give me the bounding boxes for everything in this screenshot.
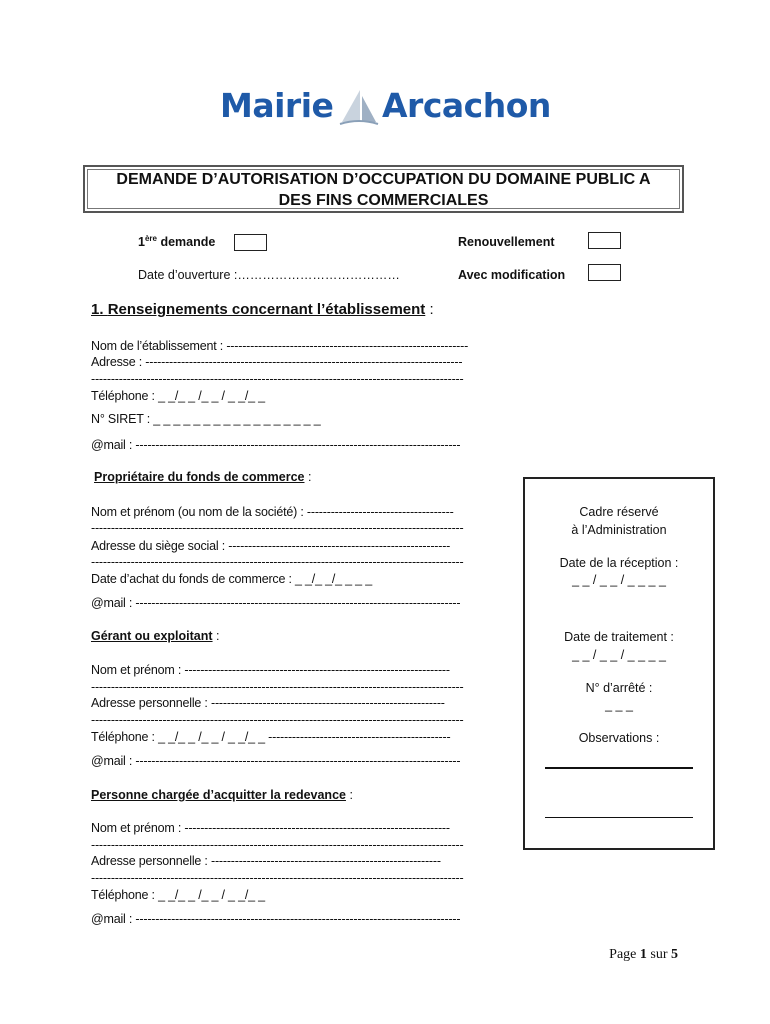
administration-box xyxy=(523,477,715,850)
first-request-checkbox[interactable] xyxy=(234,234,267,251)
payer-email-field[interactable]: @mail : ---------------------------------------------------------------------------------- xyxy=(91,912,461,926)
admin-title-line-1: Cadre réservé xyxy=(579,505,659,519)
opening-date-field[interactable]: Date d’ouverture :………………………………… xyxy=(138,268,400,282)
manager-name-field[interactable]: Nom et prénom : ------------------------------------------------------------------- xyxy=(91,663,450,677)
owner-heading: Propriétaire du fonds de commerce : xyxy=(94,470,312,484)
form-title-box xyxy=(83,165,684,213)
reception-date-value[interactable]: _ _ / _ _ / _ _ _ _ xyxy=(572,573,666,587)
payer-heading: Personne chargée d’acquitter la redevance : xyxy=(91,788,353,802)
order-number-value[interactable]: _ _ _ xyxy=(605,698,633,712)
payer-address-continuation[interactable]: ---------------------------------------------------------------------------------------------- xyxy=(91,871,464,885)
manager-phone-field[interactable]: Téléphone : _ _/_ _ /_ _ / _ _/_ _ ---------------------------------------------- xyxy=(91,730,451,744)
observations-line-1[interactable] xyxy=(545,767,693,769)
phone-field[interactable]: Téléphone : _ _/_ _ /_ _ / _ _/_ _ xyxy=(91,389,265,403)
siret-field[interactable]: N° SIRET : _ _ _ _ _ _ _ _ _ _ _ _ _ _ _ _ _ xyxy=(91,412,321,426)
logo-word-mairie: Mairie xyxy=(220,86,334,125)
observations-line-2[interactable] xyxy=(545,817,693,818)
admin-title-line-2: à l’Administration xyxy=(571,523,667,537)
manager-name-continuation[interactable]: ---------------------------------------------------------------------------------------------- xyxy=(91,680,464,694)
sail-icon xyxy=(338,88,380,130)
payer-phone-field[interactable]: Téléphone : _ _/_ _ /_ _ / _ _/_ _ xyxy=(91,888,265,902)
payer-name-field[interactable]: Nom et prénom : ------------------------------------------------------------------- xyxy=(91,821,450,835)
address-field[interactable]: Adresse : -------------------------------------------------------------------------------- xyxy=(91,355,463,369)
logo-word-arcachon: Arcachon xyxy=(382,86,551,125)
form-title-line-2: DES FINS COMMERCIALES xyxy=(278,192,489,209)
manager-heading: Gérant ou exploitant : xyxy=(91,629,220,643)
first-request-label: 1ère demande xyxy=(138,233,216,249)
payer-name-continuation[interactable]: ---------------------------------------------------------------------------------------------- xyxy=(91,838,464,852)
email-field[interactable]: @mail : ---------------------------------------------------------------------------------- xyxy=(91,438,461,452)
purchase-date-field[interactable]: Date d’achat du fonds de commerce : _ _/_ _/_ _ _ _ xyxy=(91,572,372,586)
modification-label: Avec modification xyxy=(458,268,566,282)
renewal-checkbox[interactable] xyxy=(588,232,621,249)
observations-label: Observations : xyxy=(578,731,660,745)
manager-email-field[interactable]: @mail : ---------------------------------------------------------------------------------- xyxy=(91,754,461,768)
head-office-continuation[interactable]: ---------------------------------------------------------------------------------------------- xyxy=(91,555,464,569)
owner-name-continuation[interactable]: ---------------------------------------------------------------------------------------------- xyxy=(91,521,464,535)
reception-date-label: Date de la réception : xyxy=(559,556,679,570)
order-number-label: N° d’arrêté : xyxy=(585,681,653,695)
form-title-line-1: DEMANDE D’AUTORISATION D’OCCUPATION DU DOMAINE PUBLIC A xyxy=(116,171,651,188)
establishment-name-field[interactable]: Nom de l’établissement : ------------------------------------------------------------- xyxy=(91,339,469,353)
modification-checkbox[interactable] xyxy=(588,264,621,281)
manager-address-continuation[interactable]: ---------------------------------------------------------------------------------------------- xyxy=(91,713,464,727)
mairie-arcachon-logo xyxy=(220,84,560,132)
processing-date-label: Date de traitement : xyxy=(564,630,674,644)
processing-date-value[interactable]: _ _ / _ _ / _ _ _ _ xyxy=(572,648,666,662)
section-1-heading: 1. Renseignements concernant l’établissement : xyxy=(91,301,434,318)
page-number: Page 1 sur 5 xyxy=(609,947,678,962)
manager-address-field[interactable]: Adresse personnelle : ----------------------------------------------------------- xyxy=(91,696,445,710)
payer-address-field[interactable]: Adresse personnelle : ---------------------------------------------------------- xyxy=(91,854,441,868)
owner-name-field[interactable]: Nom et prénom (ou nom de la société) : ------------------------------------- xyxy=(91,505,454,519)
head-office-field[interactable]: Adresse du siège social : -------------------------------------------------------- xyxy=(91,539,451,553)
owner-email-field[interactable]: @mail : ---------------------------------------------------------------------------------- xyxy=(91,596,461,610)
address-continuation[interactable]: ---------------------------------------------------------------------------------------------- xyxy=(91,372,464,386)
renewal-label: Renouvellement xyxy=(458,235,555,249)
